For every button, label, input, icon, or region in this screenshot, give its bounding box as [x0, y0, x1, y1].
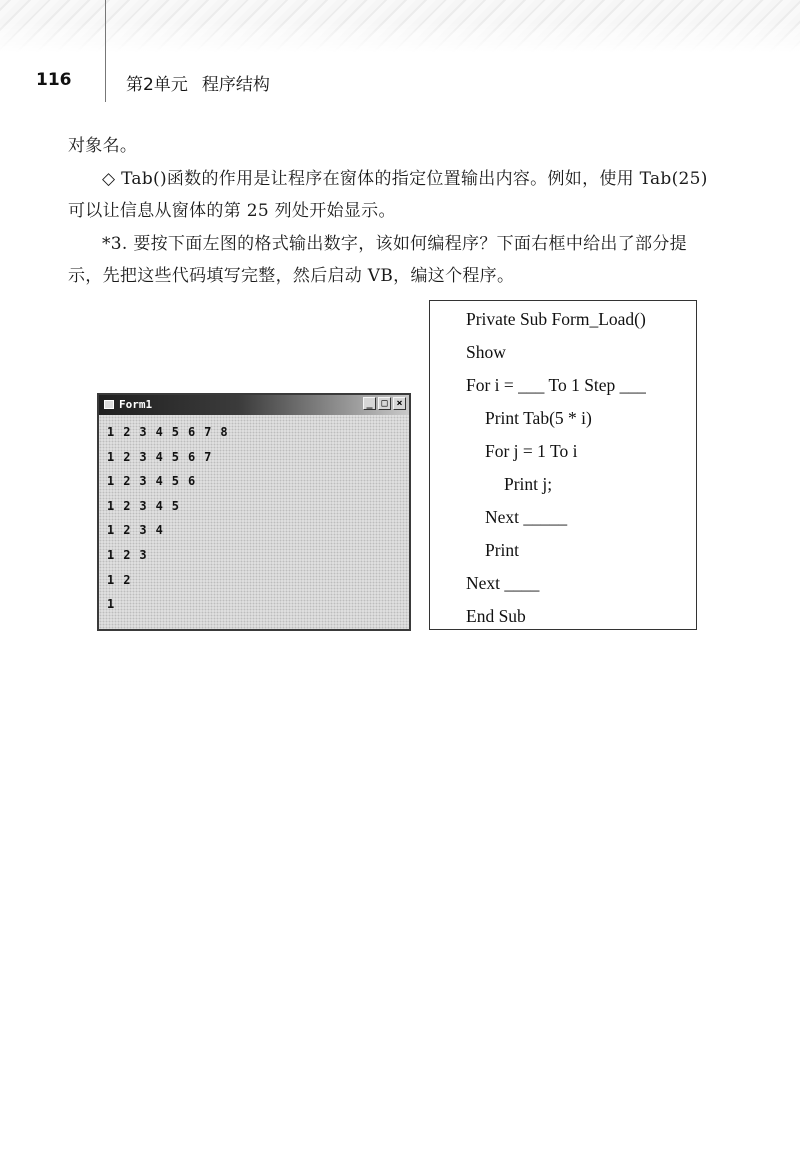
code-line-7: Next _____	[485, 507, 568, 527]
output-number: 1	[107, 547, 115, 562]
output-row	[107, 474, 237, 499]
output-number: 1	[107, 425, 115, 439]
paragraph-exercise-3: *3. 要按下面左图的格式输出数字，该如何编程序？下面右框中给出了部分提示，先把这些代码填写完整，然后启动 VB，编这个程序。	[68, 234, 687, 286]
output-number: 8	[220, 425, 228, 439]
form-app-icon	[104, 400, 114, 409]
output-number: 7	[204, 425, 212, 439]
paragraph-tab-function: ◇ Tab()函数的作用是让程序在窗体的指定位置输出内容。例如，使用 Tab(25)可以让信息从窗体的第 25 列处开始显示。	[68, 169, 708, 221]
output-number: 7	[204, 449, 212, 464]
output-number: 2	[123, 449, 131, 464]
output-number: 4	[155, 449, 163, 464]
code-line-6: Print j;	[504, 474, 553, 494]
output-number: 4	[155, 523, 163, 538]
output-number: 2	[123, 547, 131, 562]
output-row	[107, 573, 237, 598]
output-number: 1	[107, 498, 115, 513]
output-row	[107, 450, 237, 475]
output-row	[107, 548, 237, 573]
code-line-4: Print Tab(5 * i)	[485, 408, 592, 428]
form-output	[107, 425, 237, 622]
output-number: 1	[107, 572, 115, 587]
output-number: 5	[171, 449, 179, 464]
output-number: 5	[171, 498, 179, 513]
unit-label: 第2单元	[126, 75, 188, 95]
output-row	[107, 425, 237, 450]
output-row	[107, 523, 237, 548]
output-number: 3	[139, 498, 147, 513]
form-window-screenshot	[97, 393, 411, 631]
output-number: 1	[107, 474, 115, 489]
output-number: 2	[123, 474, 131, 489]
code-line-3: For i = ___ To 1 Step ___	[466, 375, 646, 395]
output-number: 3	[139, 425, 147, 439]
output-number: 3	[139, 474, 147, 489]
chapter-label: 程序结构	[201, 75, 270, 95]
page-number: 116	[36, 70, 72, 90]
output-number: 2	[123, 523, 131, 538]
output-number: 5	[171, 474, 179, 489]
output-number: 3	[139, 449, 147, 464]
output-number: 5	[171, 425, 179, 439]
maximize-icon: □	[378, 397, 391, 410]
form-titlebar	[99, 395, 409, 415]
window-buttons	[363, 397, 406, 410]
output-number: 2	[123, 498, 131, 513]
code-line-1: Private Sub Form_Load()	[466, 309, 646, 329]
minimize-icon: _	[363, 397, 376, 410]
code-line-9: Next ____	[466, 573, 540, 593]
output-number: 2	[123, 572, 131, 587]
output-number: 3	[139, 523, 147, 538]
output-number: 6	[187, 474, 196, 489]
output-number: 4	[155, 425, 163, 439]
output-number: 4	[155, 498, 163, 513]
code-line-2: Show	[466, 342, 506, 362]
output-number: 2	[123, 425, 131, 439]
code-hint-box	[429, 300, 697, 630]
output-number: 1	[107, 449, 115, 464]
form-title: Form1	[119, 398, 153, 411]
code-line-8: Print	[485, 540, 520, 560]
output-number: 6	[187, 425, 196, 439]
paragraph-1: 对象名。	[68, 136, 138, 156]
code-line-10: End Sub	[466, 606, 526, 626]
output-number: 6	[187, 449, 196, 464]
output-number: 3	[139, 547, 147, 562]
output-row	[107, 597, 237, 622]
code-line-5: For j = 1 To i	[485, 441, 578, 461]
output-number: 1	[107, 597, 115, 612]
header-decoration	[0, 0, 800, 52]
running-header	[126, 70, 270, 95]
header-divider	[105, 0, 106, 102]
output-row	[107, 499, 237, 524]
close-icon: ×	[393, 397, 406, 410]
output-number: 1	[107, 523, 115, 538]
output-number: 4	[155, 474, 163, 489]
